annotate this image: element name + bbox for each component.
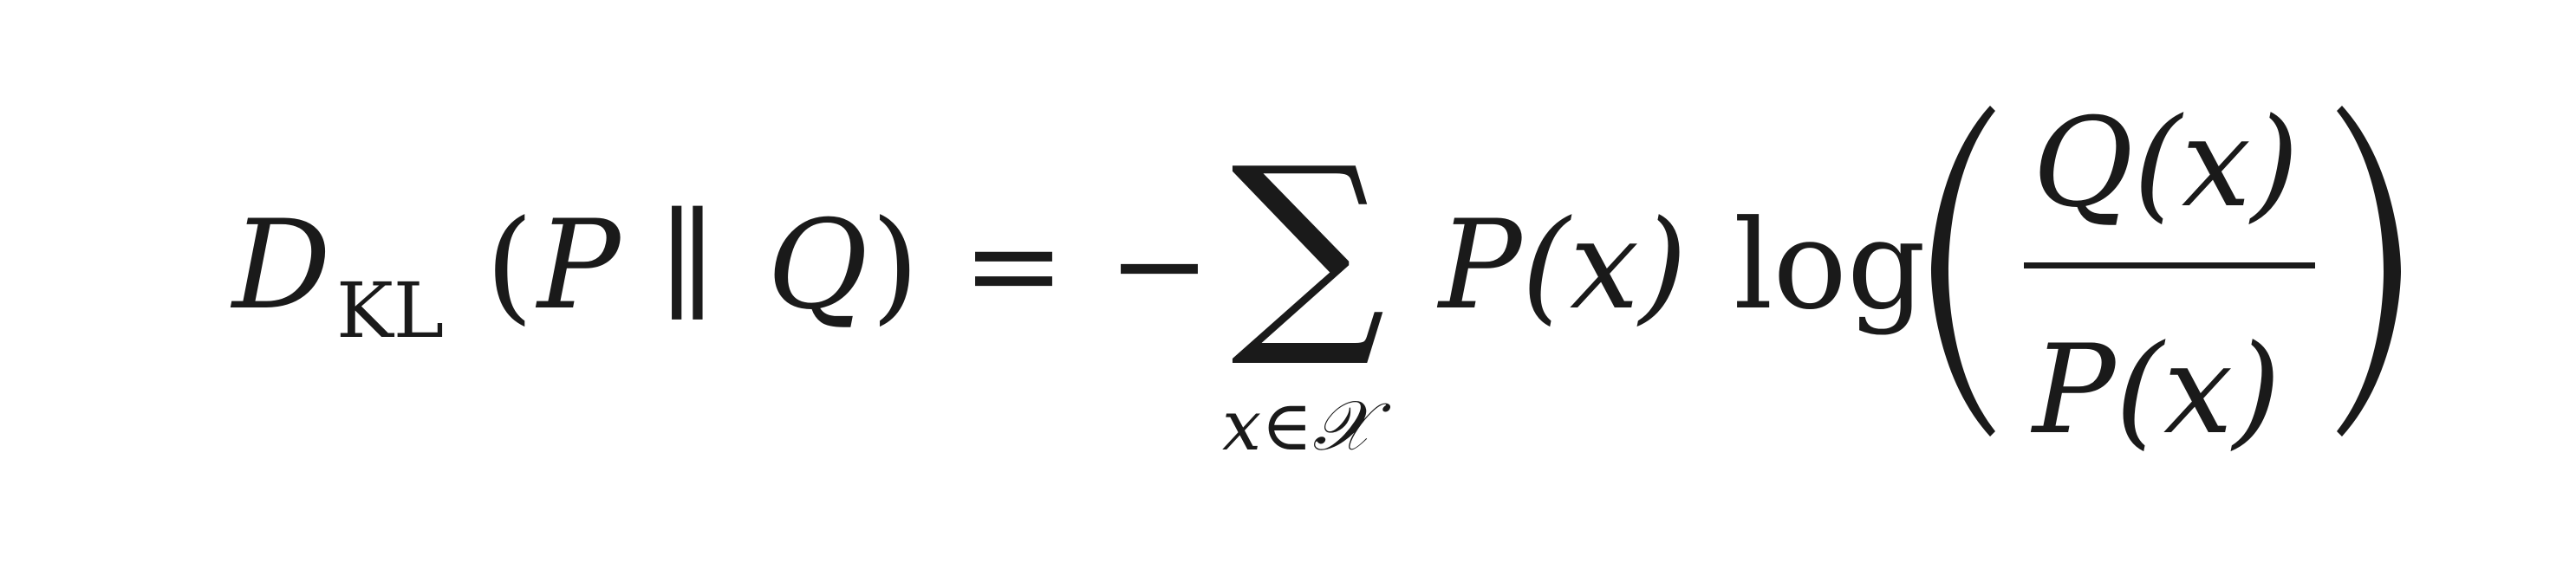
equals-sign: =	[962, 194, 1065, 337]
divergence-symbol: D	[232, 194, 331, 337]
summation-limit: x∈𝒳	[1222, 385, 1373, 466]
term-p-of-x: P(x)	[1439, 194, 1688, 337]
big-right-paren-icon	[2332, 102, 2410, 440]
summation-symbol: ∑	[1231, 120, 1386, 372]
minus-sign: −	[1108, 194, 1211, 337]
close-paren: )	[871, 194, 920, 337]
distribution-p: P	[537, 194, 621, 337]
distribution-q: Q	[767, 194, 868, 337]
fraction-numerator: Q(x)	[2033, 92, 2300, 235]
parallel-symbol: ∥	[659, 194, 716, 337]
log-function: log	[1734, 194, 1926, 337]
fraction-bar	[2024, 262, 2315, 268]
open-paren: (	[485, 194, 534, 337]
divergence-subscript: KL	[336, 266, 445, 355]
big-left-paren-icon	[1922, 102, 2000, 440]
fraction-denominator: P(x)	[2033, 319, 2281, 462]
